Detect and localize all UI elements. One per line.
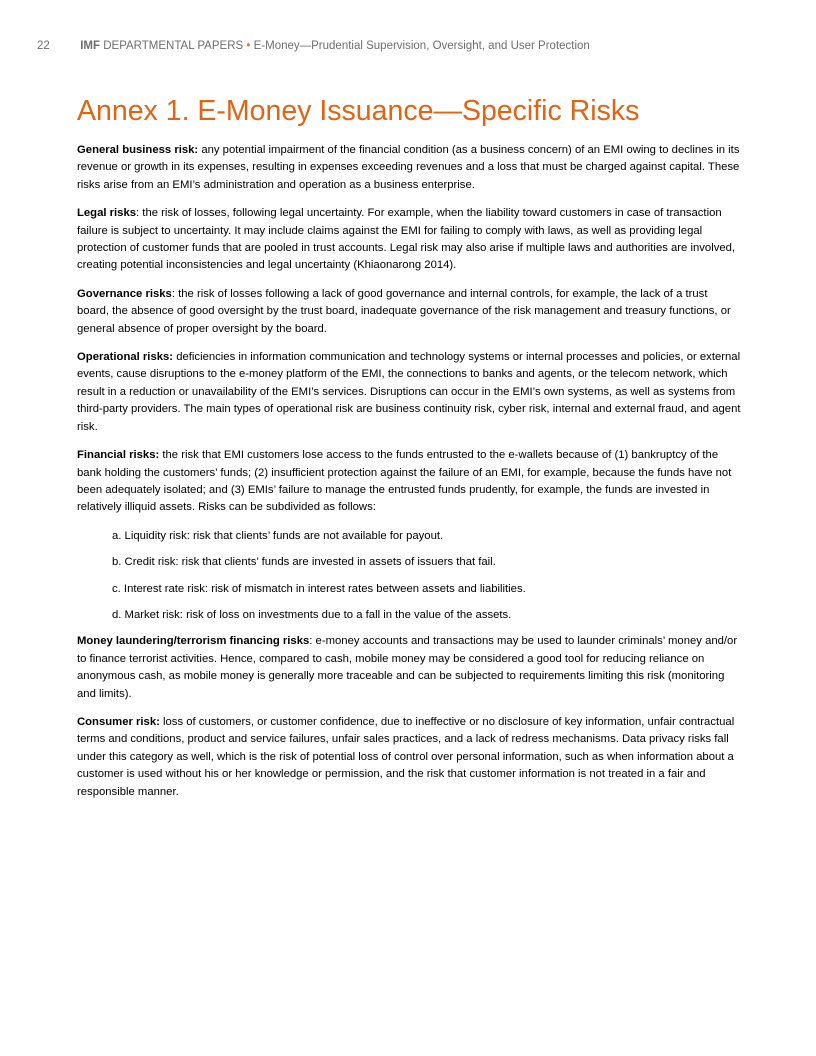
definition: : the risk of losses following a lack of good governance and internal controls, for example, the lack of a trust board, the absence of good oversight by the trust board, inadequate governance of the risk management and treasury functions, or general absence of proper oversight by the board. (77, 287, 731, 335)
header-brand: IMF (80, 40, 101, 52)
body-content (77, 142, 741, 812)
list-item: c. Interest rate risk: risk of mismatch in interest rates between assets and liabilities. (112, 582, 526, 595)
term: General business risk: (77, 144, 199, 156)
paragraph-financial-risks (77, 447, 741, 517)
definition: : the risk of losses, following legal uncertainty. For example, when the liability toward customers in case of transaction failure is subject to uncertainty. It may include claims against the EMI for failing to comply with laws, as well as providing legal protection of customer funds that are pooled in trust accounts. Legal risk may also arise if multiple laws and authorities are involved, creating potential inconsistencies and legal uncertainty (Khiaonarong 2014). (77, 207, 736, 272)
term: Consumer risk: (77, 715, 160, 728)
term: Legal risks (77, 207, 137, 220)
paragraph-legal-risks (77, 205, 741, 275)
term: Operational risks: (77, 351, 174, 364)
term: Money laundering/terrorism financing risks (77, 635, 310, 648)
definition: deficiencies in information communication and technology systems or internal processes and policies, or external events, cause disruptions to the e-money platform of the EMI, the connections to banks and agents, or the telecom network, which result in a reduction or unavailability of the EMI’s services. Disruptions can occur in the EMI’s own systems, as well as systems from third-party providers. The main types of operational risk are business continuity risk, cyber risk, internal and external fraud, and agent risk. (77, 351, 741, 433)
paragraph-consumer-risk (77, 714, 741, 801)
paragraph-general-business-risk (77, 142, 741, 194)
definition: : e-money accounts and transactions may be used to launder criminals’ money and/or to finance terrorist activities. Hence, compared to cash, mobile money may be considered a good tool for reducing reliance on anonymous cash, as mobile money is generally more traceable and can be subjected to requirements limiting this risk (monitoring and limits). (77, 635, 738, 700)
definition: any potential impairment of the financial condition (as a business concern) of an EMI owing to declines in its revenue or growth in its expenses, resulting in expenses exceeding revenues and a loss that must be charged against capital. These risks arise from an EMI’s administration and operation as a business enterprise. (77, 144, 740, 191)
header-bullet: • (246, 40, 251, 52)
list-item: d. Market risk: risk of loss on investments due to a fall in the value of the assets. (112, 608, 512, 621)
running-header (37, 40, 797, 52)
term: Financial risks: (77, 449, 160, 462)
term: Governance risks (77, 287, 172, 300)
annex-heading: Annex 1. E-Money Issuance—Specific Risks (77, 95, 640, 127)
definition: the risk that EMI customers lose access to the funds entrusted to the e-wallets because of (1) bankruptcy of the bank holding the customers’ funds; (2) insufficient protection against the failure of an EMI, for example, because the funds have not been adequately isolated; and (3) EMIs’ failure to manage the entrusted funds prudently, for example, the funds are invested in relatively illiquid assets. Risks can be subdivided as follows: (77, 449, 732, 514)
page-number: 22 (37, 40, 50, 52)
header-series: DEPARTMENTAL PAPERS (103, 40, 244, 52)
financial-risk-sublist (77, 528, 741, 625)
paragraph-operational-risks (77, 349, 741, 436)
paragraph-money-laundering-risks (77, 633, 741, 703)
header-title: E-Money—Prudential Supervision, Oversight, and User Protection (253, 40, 590, 52)
list-item: a. Liquidity risk: risk that clients’ funds are not available for payout. (112, 529, 444, 542)
definition: loss of customers, or customer confidence, due to ineffective or no disclosure of key information, unfair contractual terms and conditions, product and service failures, unfair sales practices, and a lack of redress mechanisms. Data privacy risks fall under this category as well, which is the risk of potential loss of control over personal information, such as when information about a customer is used without his or her knowledge or permission, and the risk that customer information is not treated in a fair and responsible manner. (77, 715, 735, 798)
paragraph-governance-risks (77, 286, 741, 338)
list-item: b. Credit risk: risk that clients’ funds are invested in assets of issuers that fail. (112, 556, 496, 569)
